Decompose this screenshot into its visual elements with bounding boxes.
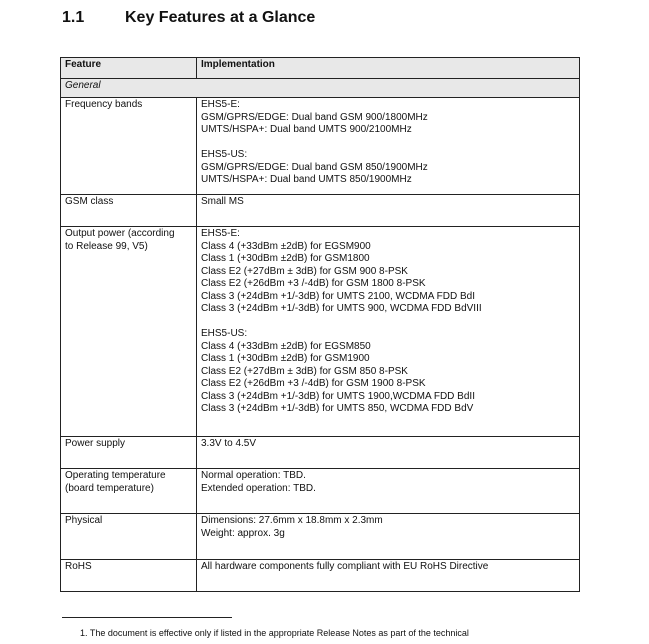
- implementation-cell: All hardware components fully compliant with EU RoHS Directive: [197, 560, 580, 592]
- line: Weight: approx. 3g: [201, 527, 285, 539]
- line: Class E2 (+26dBm +3 /-4dB) for GSM 1900 8-PSK: [201, 378, 426, 389]
- implementation-cell: 3.3V to 4.5V: [197, 437, 580, 469]
- line: Class 1 (+30dBm ±2dB) for GSM1900: [201, 353, 370, 364]
- feature-cell: RoHS: [61, 560, 197, 592]
- line: Class 1 (+30dBm ±2dB) for GSM1800: [201, 253, 370, 264]
- implementation-cell: [197, 98, 580, 195]
- line: Class 3 (+24dBm +1/-3dB) for UMTS 900, WCDMA FDD BdVIII: [201, 303, 482, 314]
- line: Class 4 (+33dBm ±2dB) for EGSM850: [201, 340, 371, 352]
- table-row-output-power: [61, 227, 580, 437]
- line: GSM/GPRS/EDGE: Dual band GSM 900/1800MHz: [201, 111, 428, 123]
- section-heading: [62, 9, 315, 27]
- footnote-divider: [62, 617, 232, 618]
- feature-line: Operating temperature: [65, 470, 166, 481]
- implementation-cell: [197, 469, 580, 514]
- line: Class E2 (+27dBm ± 3dB) for GSM 900 8-PSK: [201, 265, 408, 277]
- table-header-row: [61, 58, 580, 79]
- feature-line: (board temperature): [65, 482, 154, 494]
- table-row-operating-temperature: [61, 469, 580, 514]
- table-row-power-supply: [61, 437, 580, 469]
- feature-line: to Release 99, V5): [65, 240, 148, 252]
- feature-cell: [61, 227, 197, 437]
- section-label: General: [61, 79, 580, 98]
- table-row-frequency-bands: [61, 98, 580, 195]
- header-implementation: Implementation: [197, 58, 580, 79]
- implementation-cell: [197, 514, 580, 560]
- line: Class 3 (+24dBm +1/-3dB) for UMTS 2100, WCDMA FDD BdI: [201, 290, 475, 302]
- feature-cell: GSM class: [61, 195, 197, 227]
- table-row-physical: [61, 514, 580, 560]
- line: EHS5-US:: [201, 328, 248, 339]
- line: EHS5-E:: [201, 99, 240, 110]
- table-row-rohs: [61, 560, 580, 592]
- table-row-gsm-class: [61, 195, 580, 227]
- section-number: 1.1: [62, 9, 85, 26]
- feature-cell: Power supply: [61, 437, 197, 469]
- section-title: Key Features at a Glance: [125, 9, 316, 26]
- implementation-cell: [197, 227, 580, 437]
- line: UMTS/HSPA+: Dual band UMTS 900/2100MHz: [201, 124, 412, 135]
- line: EHS5-US:: [201, 149, 248, 160]
- footnote-text: 1. The document is effective only if listed in the appropriate Release Notes as part of the technical: [80, 628, 469, 638]
- feature-cell: Physical: [61, 514, 197, 560]
- line: Class E2 (+26dBm +3 /-4dB) for GSM 1800 8-PSK: [201, 278, 426, 289]
- feature-cell: Frequency bands: [61, 98, 197, 195]
- line: Dimensions: 27.6mm x 18.8mm x 2.3mm: [201, 515, 383, 526]
- line: Class E2 (+27dBm ± 3dB) for GSM 850 8-PSK: [201, 365, 408, 377]
- line: Extended operation: TBD.: [201, 482, 316, 494]
- header-feature: Feature: [61, 58, 197, 79]
- line: Class 3 (+24dBm +1/-3dB) for UMTS 1900,WCDMA FDD BdII: [201, 390, 475, 402]
- feature-cell: [61, 469, 197, 514]
- line: Normal operation: TBD.: [201, 470, 306, 481]
- feature-line: Output power (according: [65, 228, 175, 239]
- line: UMTS/HSPA+: Dual band UMTS 850/1900MHz: [201, 174, 412, 185]
- line: Class 3 (+24dBm +1/-3dB) for UMTS 850, WCDMA FDD BdV: [201, 403, 474, 414]
- implementation-cell: Small MS: [197, 195, 580, 227]
- key-features-table: [60, 57, 580, 592]
- line: GSM/GPRS/EDGE: Dual band GSM 850/1900MHz: [201, 161, 428, 173]
- line: EHS5-E:: [201, 228, 240, 239]
- line: Class 4 (+33dBm ±2dB) for EGSM900: [201, 240, 371, 252]
- section-row-general: [61, 79, 580, 98]
